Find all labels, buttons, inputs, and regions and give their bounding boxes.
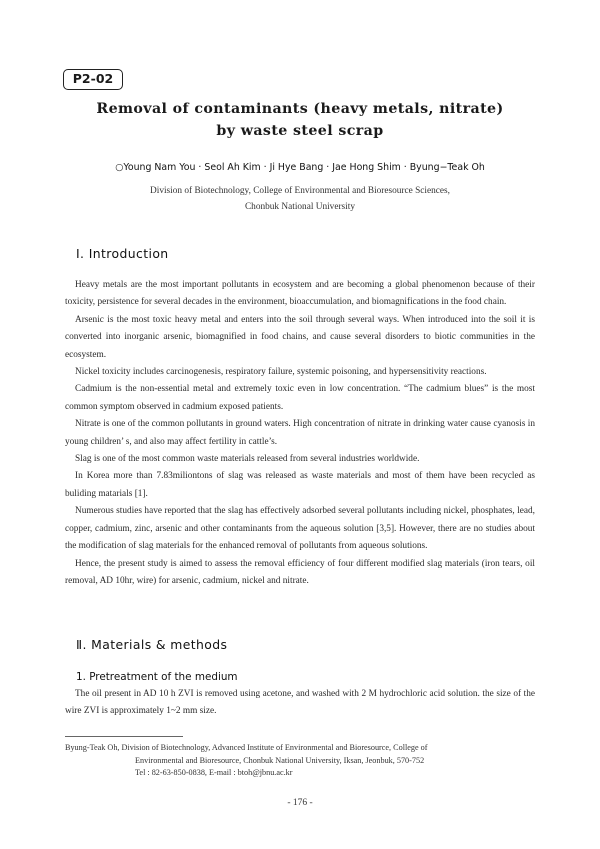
affiliation xyxy=(0,184,600,215)
corresponding-author-footnote xyxy=(65,742,545,780)
footnote-divider xyxy=(65,736,183,737)
paragraph: Nitrate is one of the common pollutants in ground waters. High concentration of nitrate in drinking water cause cyanosis in young children’ s, and also may affect fertility in cattle’s. xyxy=(65,419,535,447)
paragraph: Heavy metals are the most important pollutants in ecosystem and are becoming a global phenomenon because of their toxicity, persistence for several decades in the environment, bioaccumulation, and biomagnifications in the food chain. xyxy=(65,280,535,308)
paragraph: The oil present in AD 10 h ZVI is removed using acetone, and washed with 2 M hydrochloric acid solution. the size of the wire ZVI is approximately 1~2 mm size. xyxy=(65,689,535,717)
paragraph: Numerous studies have reported that the slag has effectively adsorbed several pollutants including nickel, phosphates, lead, copper, cadmium, zinc, arsenic and other contaminants from the aqueous solution [3,5]. However, there are no studies about the modification of slag materials for the enhanced removal of pollutants from aqueous solutions. xyxy=(65,506,535,552)
paragraph: In Korea more than 7.83miliontons of slag was released as waste materials and most of them have been recycled as buliding matarials [1]. xyxy=(65,471,535,499)
title-line-2: by waste steel scrap xyxy=(216,123,384,139)
title-line-1: Removal of contaminants (heavy metals, nitrate) xyxy=(96,101,504,117)
footnote-line-3: Tel : 82-63-850-0838, E-mail : btoh@jbnu.ac.kr xyxy=(135,768,293,778)
subsection-heading-pretreatment: 1. Pretreatment of the medium xyxy=(76,671,238,683)
paragraph: Arsenic is the most toxic heavy metal and enters into the soil through several ways. When introduced into the soil it is converted into inorganic arsenic, biomagnified in food chains, and cause several disorders to biotic communities in the ecosystem. xyxy=(65,314,535,360)
section-heading-introduction: Ⅰ. Introduction xyxy=(76,246,169,261)
footnote-line-1: Byung-Teak Oh, Division of Biotechnology, Advanced Institute of Environmental and Bioresource, College of xyxy=(65,743,428,752)
introduction-body xyxy=(65,277,535,590)
author-list: ○Young Nam You · Seol Ah Kim · Ji Hye Bang · Jae Hong Shim · Byung−Teak Oh xyxy=(115,162,485,173)
paragraph: Hence, the present study is aimed to assess the removal efficiency of four different modified slag materials (iron tears, oil removal, AD 10hr, wire) for arsenic, cadmium, nickel and nitrate. xyxy=(65,558,535,586)
section-heading-materials-methods: Ⅱ. Materials & methods xyxy=(76,637,228,652)
paragraph: Slag is one of the most common waste materials released from several industries worldwide. xyxy=(75,454,420,465)
paragraph: Cadmium is the non-essential metal and extremely toxic even in low concentration. “The cadmium blues” is the most common symptom observed in cadmium exposed patients. xyxy=(65,384,535,412)
page-number: - 176 - xyxy=(287,798,313,808)
paper-title xyxy=(0,98,600,142)
affiliation-line-2: Chonbuk National University xyxy=(244,201,355,212)
paragraph: Nickel toxicity includes carcinogenesis, respiratory failure, systemic poisoning, and hypersensitivity reactions. xyxy=(75,367,487,378)
footnote-line-2: Environmental and Bioresource, Chonbuk National University, Iksan, Jeonbuk, 570-752 xyxy=(135,755,425,765)
affiliation-line-1: Division of Biotechnology, College of Environmental and Bioresource Sciences, xyxy=(150,186,450,196)
poster-code-badge: P2-02 xyxy=(63,69,123,90)
materials-body xyxy=(65,686,535,721)
